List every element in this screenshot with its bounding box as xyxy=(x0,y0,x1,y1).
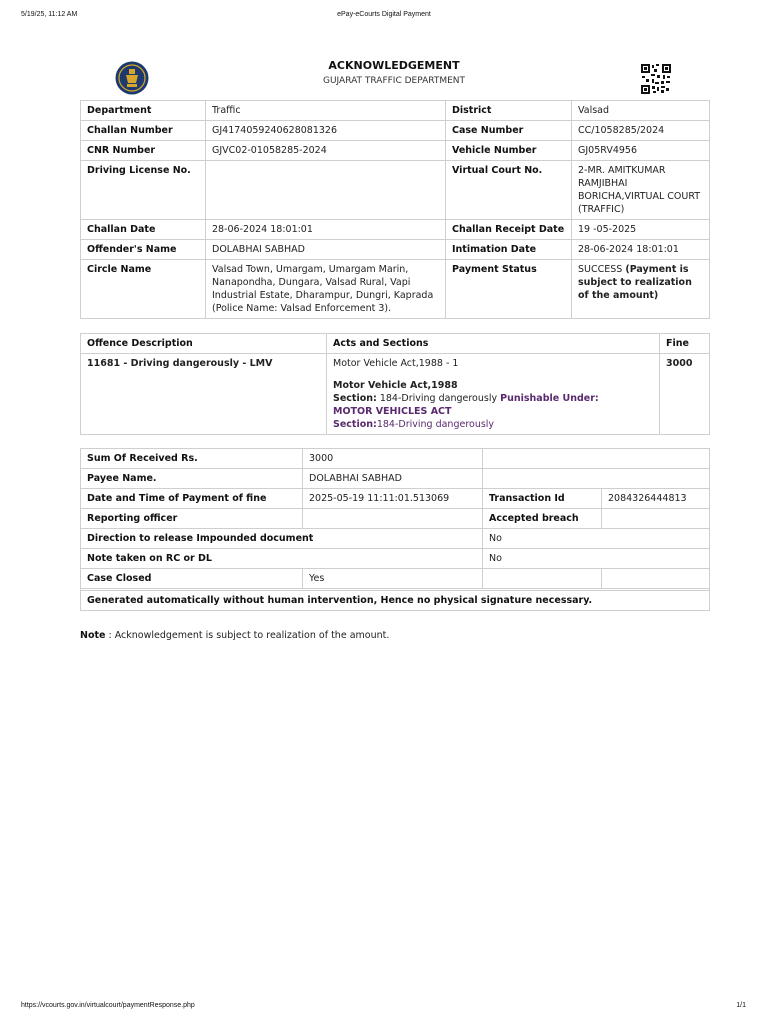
qr-code-icon xyxy=(641,64,671,94)
payee-label: Payee Name. xyxy=(81,469,303,489)
department-value: Traffic xyxy=(206,101,446,121)
print-url: https://vcourts.gov.in/virtualcourt/paymentResponse.php xyxy=(21,1002,195,1009)
virtual-court-label: Virtual Court No. xyxy=(446,161,572,220)
page-subtitle: GUJARAT TRAFFIC DEPARTMENT xyxy=(322,76,466,86)
table-row xyxy=(81,449,710,469)
payment-datetime-label: Date and Time of Payment of fine xyxy=(81,489,303,509)
act-line: Motor Vehicle Act,1988 - 1 xyxy=(333,358,459,369)
note-text: : Acknowledgement is subject to realization of the amount. xyxy=(105,630,390,641)
table-row xyxy=(81,569,710,589)
receipt-date-label: Challan Receipt Date xyxy=(446,220,572,240)
table-row xyxy=(81,260,710,319)
challan-date-value: 28-06-2024 18:01:01 xyxy=(206,220,446,240)
payment-table xyxy=(80,448,710,611)
case-number-label: Case Number xyxy=(446,121,572,141)
intimation-value: 28-06-2024 18:01:01 xyxy=(572,240,710,260)
direction-label: Direction to release Impounded document xyxy=(81,529,483,549)
department-label: Department xyxy=(81,101,206,121)
table-row xyxy=(81,469,710,489)
payment-status-note: (Payment is subject to realization of the amount) xyxy=(578,264,692,301)
offender-label: Offender's Name xyxy=(81,240,206,260)
note-rc-value: No xyxy=(483,549,710,569)
dl-value xyxy=(206,161,446,220)
intimation-label: Intimation Date xyxy=(446,240,572,260)
fine-value: 3000 xyxy=(660,354,710,435)
reporting-officer-label: Reporting officer xyxy=(81,509,303,529)
payment-status-text: SUCCESS xyxy=(578,264,623,275)
district-label: District xyxy=(446,101,572,121)
transaction-id-value: 2084326444813 xyxy=(602,489,710,509)
challan-details-table xyxy=(80,100,710,319)
challan-date-label: Challan Date xyxy=(81,220,206,240)
section-text: 184-Driving dangerously xyxy=(379,393,498,404)
accepted-breach-value xyxy=(602,509,710,529)
table-row xyxy=(81,591,710,611)
table-row xyxy=(81,101,710,121)
payment-datetime-value: 2025-05-19 11:11:01.513069 xyxy=(303,489,483,509)
circle-value: Valsad Town, Umargam, Umargam Marin, Nanapondha, Dungara, Valsad Rural, Vapi Industrial Estate, Dharampur, Dungri, Kaprada (Police Name: Valsad Enforcement 3). xyxy=(206,260,446,319)
accepted-breach-label: Accepted breach xyxy=(483,509,602,529)
act-title: Motor Vehicle Act,1988 xyxy=(333,380,458,391)
transaction-id-label: Transaction Id xyxy=(483,489,602,509)
acts-sections-value xyxy=(327,354,660,435)
reporting-officer-value xyxy=(303,509,483,529)
offence-description-value: 11681 - Driving dangerously - LMV xyxy=(81,354,327,435)
acknowledgement-note xyxy=(80,630,389,641)
punishable-section-line xyxy=(333,418,653,431)
table-row xyxy=(81,489,710,509)
punishable-label: Punishable Under: xyxy=(500,393,599,404)
fine-header: Fine xyxy=(660,334,710,354)
punishable-section-text: 184-Driving dangerously xyxy=(376,419,495,430)
print-page-number: 1/1 xyxy=(736,1002,746,1009)
offender-value: DOLABHAI SABHAD xyxy=(206,240,446,260)
acts-sections-header: Acts and Sections xyxy=(327,334,660,354)
virtual-court-value: 2-MR. AMITKUMAR RAMJIBHAI BORICHA,VIRTUAL COURT (TRAFFIC) xyxy=(572,161,710,220)
case-closed-value: Yes xyxy=(303,569,483,589)
table-header-row xyxy=(81,334,710,354)
dl-label: Driving License No. xyxy=(81,161,206,220)
table-row xyxy=(81,141,710,161)
table-row xyxy=(81,161,710,220)
cnr-number-label: CNR Number xyxy=(81,141,206,161)
page-title: ACKNOWLEDGEMENT xyxy=(328,59,460,72)
sum-value: 3000 xyxy=(303,449,483,469)
print-title: ePay-eCourts Digital Payment xyxy=(337,11,431,18)
payment-status-label: Payment Status xyxy=(446,260,572,319)
cnr-number-value: GJVC02-01058285-2024 xyxy=(206,141,446,161)
challan-number-value: GJ4174059240628081326 xyxy=(206,121,446,141)
table-row xyxy=(81,509,710,529)
payment-status-value xyxy=(572,260,710,319)
direction-value: No xyxy=(483,529,710,549)
note-label: Note xyxy=(80,630,106,641)
note-rc-label: Note taken on RC or DL xyxy=(81,549,483,569)
table-row xyxy=(81,220,710,240)
payee-value: DOLABHAI SABHAD xyxy=(303,469,483,489)
receipt-date-value: 19 -05-2025 xyxy=(572,220,710,240)
table-row xyxy=(81,121,710,141)
table-row xyxy=(81,240,710,260)
vehicle-number-label: Vehicle Number xyxy=(446,141,572,161)
table-row xyxy=(81,549,710,569)
table-row xyxy=(81,354,710,435)
case-closed-label: Case Closed xyxy=(81,569,303,589)
offence-table xyxy=(80,333,710,435)
vehicle-number-value: GJ05RV4956 xyxy=(572,141,710,161)
auto-generated-note: Generated automatically without human intervention, Hence no physical signature necessary. xyxy=(81,591,710,611)
punishable-section-label: Section: xyxy=(333,419,377,430)
case-number-value: CC/1058285/2024 xyxy=(572,121,710,141)
circle-label: Circle Name xyxy=(81,260,206,319)
section-line xyxy=(333,392,653,405)
section-label: Section: xyxy=(333,393,377,404)
punishable-act: MOTOR VEHICLES ACT xyxy=(333,406,452,417)
print-datetime: 5/19/25, 11:12 AM xyxy=(21,11,78,18)
sum-label: Sum Of Received Rs. xyxy=(81,449,303,469)
district-value: Valsad xyxy=(572,101,710,121)
offence-description-header: Offence Description xyxy=(81,334,327,354)
table-row xyxy=(81,529,710,549)
challan-number-label: Challan Number xyxy=(81,121,206,141)
